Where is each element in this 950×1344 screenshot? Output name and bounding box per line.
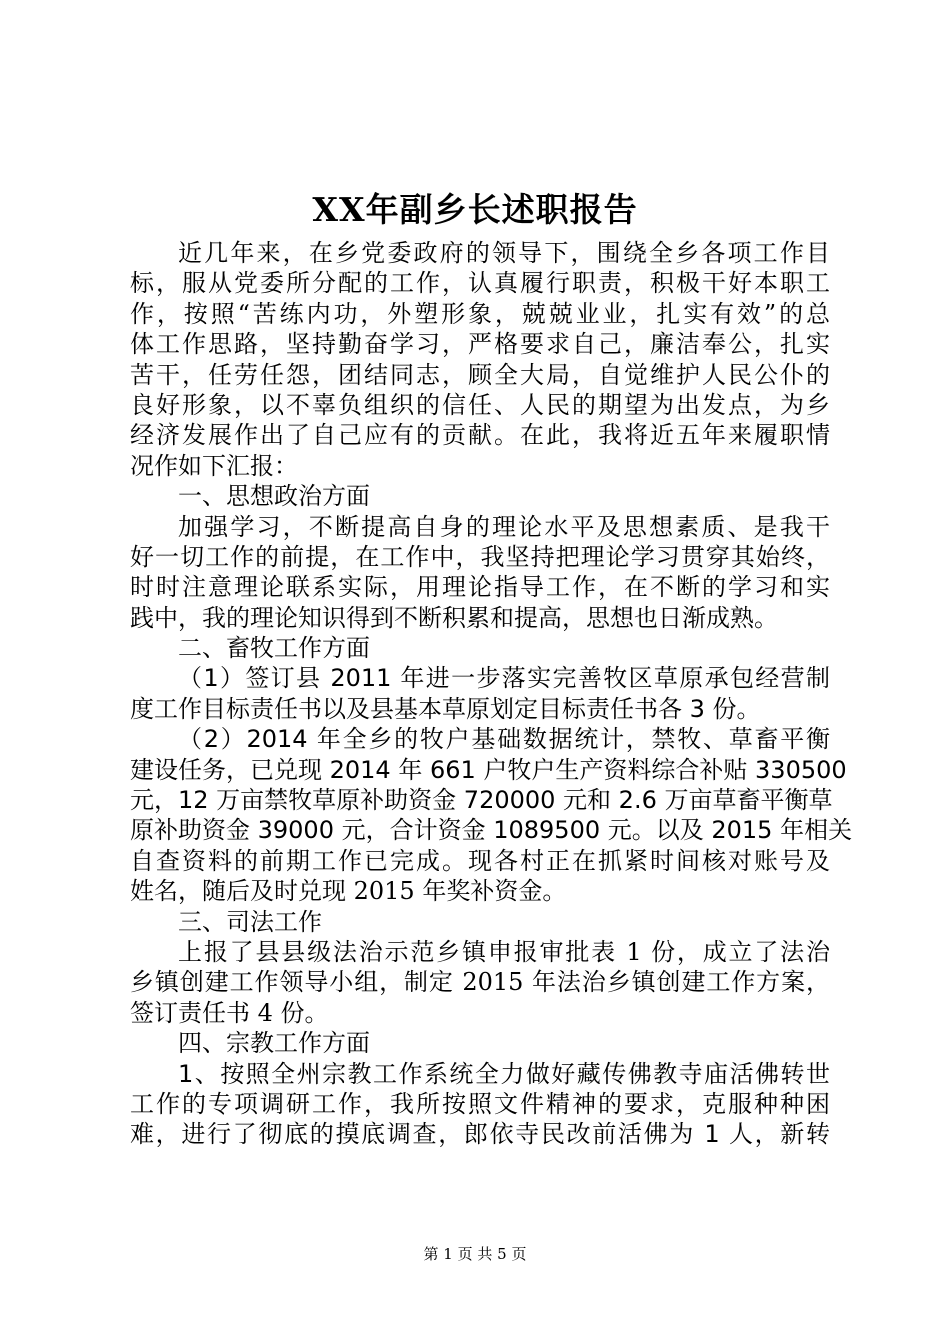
body-line: 元，12 万亩禁牧草原补助资金 720000 元和 2.6 万亩草畜平衡草	[130, 786, 833, 815]
body-line: 二、畜牧工作方面	[178, 634, 370, 663]
body-line: 好一切工作的前提，在工作中，我坚持把理论学习贯穿其始终，	[130, 542, 830, 571]
body-line: 自查资料的前期工作已完成。现各村正在抓紧时间核对账号及	[130, 846, 830, 875]
document-title: XX年副乡长述职报告	[312, 190, 638, 229]
body-line: 上报了县县级法治示范乡镇申报审批表 1 份，成立了法治	[178, 937, 830, 966]
body-line: 近几年来，在乡党委政府的领导下，围绕全乡各项工作目	[178, 239, 830, 267]
body-line: 践中，我的理论知识得到不断积累和提高，思想也日渐成熟。	[130, 603, 778, 632]
body-line: 1、按照全州宗教工作系统全力做好藏传佛教寺庙活佛转世	[178, 1059, 830, 1088]
body-line: 标，服从党委所分配的工作，认真履行职责，积极干好本职工	[130, 269, 830, 298]
body-line: 三、司法工作	[178, 907, 322, 936]
body-line: （2）2014 年全乡的牧户基础数据统计，禁牧、草畜平衡	[178, 725, 830, 754]
body-line: 苦干，任劳任怨，团结同志，顾全大局，自觉维护人民公仆的	[130, 360, 830, 389]
body-line: 体工作思路，坚持勤奋学习，严格要求自己，廉洁奉公，扎实	[130, 330, 830, 359]
body-line: 四、宗教工作方面	[178, 1029, 370, 1058]
body-line: 加强学习，不断提高自身的理论水平及思想素质、是我干	[178, 512, 830, 541]
body-line: 度工作目标责任书以及县基本草原划定目标责任书各 3 份。	[130, 694, 761, 723]
body-line: 工作的专项调研工作，我所按照文件精神的要求，克服种种困	[130, 1089, 830, 1118]
body-line: 姓名，随后及时兑现 2015 年奖补资金。	[130, 877, 567, 906]
body-line: 签订责任书 4 份。	[130, 998, 329, 1027]
body-line: 经济发展作出了自己应有的贡献。在此，我将近五年来履职情	[130, 421, 830, 450]
body-line: 建设任务，已兑现 2014 年 661 户牧户生产资料综合补贴 330500	[130, 755, 847, 784]
body-line: （1）签订县 2011 年进一步落实完善牧区草原承包经营制	[178, 664, 830, 693]
body-line: 时时注意理论联系实际，用理论指导工作，在不断的学习和实	[130, 573, 830, 602]
body-line: 难，进行了彻底的摸底调查，郎依寺民改前活佛为 1 人，新转	[130, 1120, 830, 1149]
body-line: 良好形象，以不辜负组织的信任、人民的期望为出发点，为乡	[130, 390, 830, 419]
body-line: 一、思想政治方面	[178, 482, 370, 511]
body-line: 作，按照“苦练内功，外塑形象，兢兢业业，扎实有效”的总	[130, 299, 830, 328]
body-line: 乡镇创建工作领导小组，制定 2015 年法治乡镇创建工作方案，	[130, 968, 830, 997]
document-body	[130, 238, 853, 1150]
body-line: 况作如下汇报：	[130, 451, 298, 480]
body-line: 原补助资金 39000 元，合计资金 1089500 元。以及 2015 年相关	[130, 816, 853, 845]
page-footer: 第 1 页 共 5 页	[423, 1245, 527, 1263]
